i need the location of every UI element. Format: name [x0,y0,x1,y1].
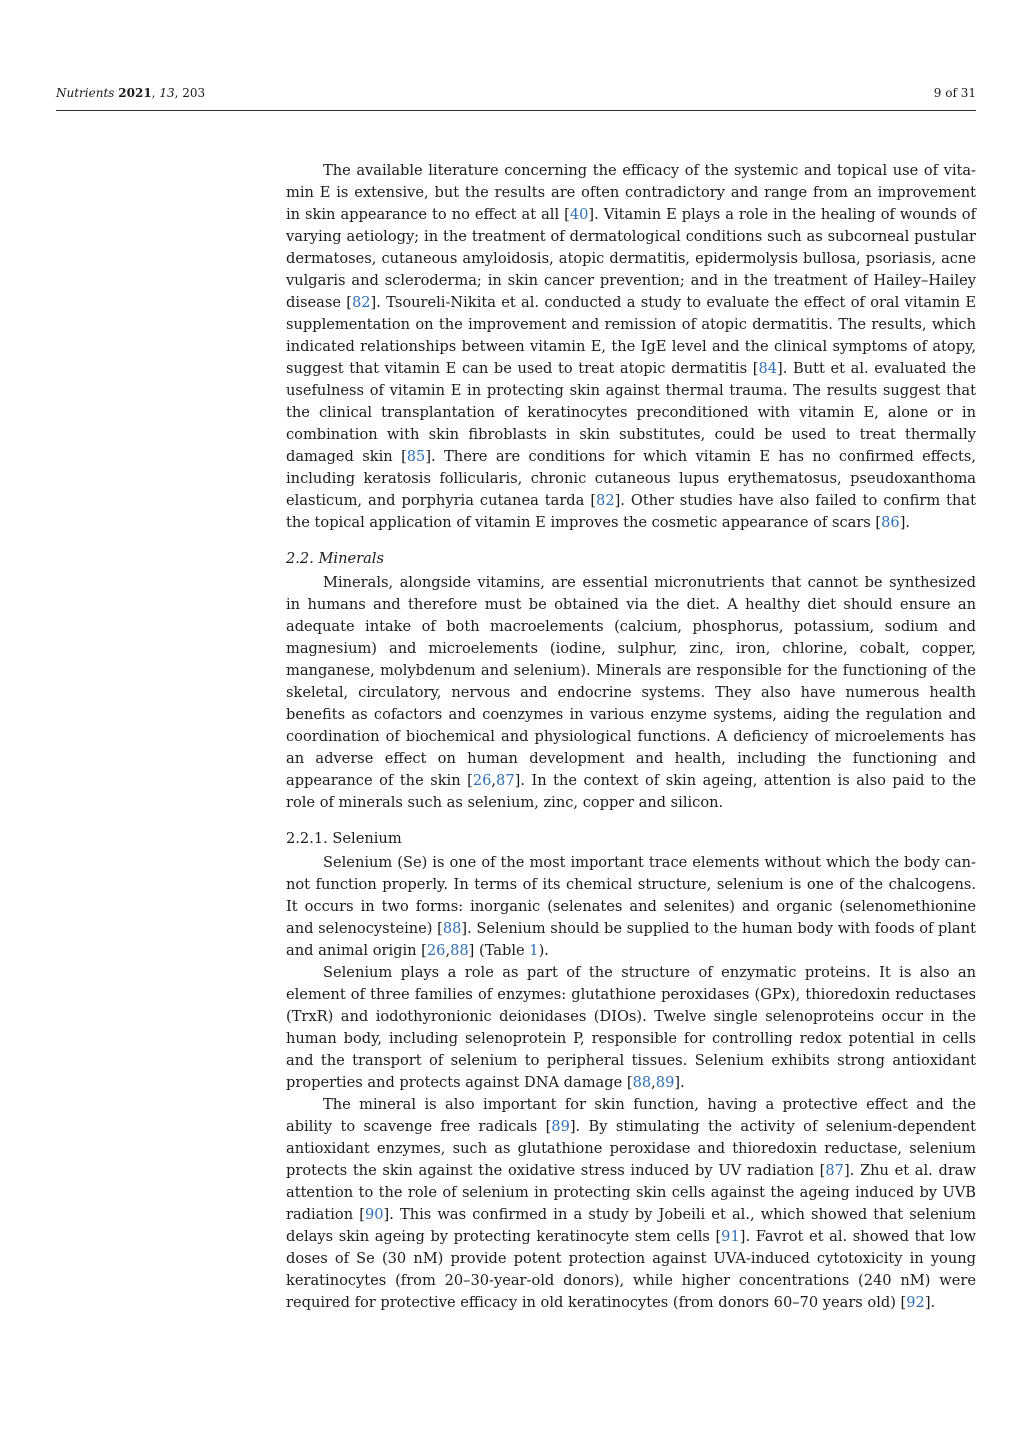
page-header [56,86,976,111]
paragraph-selenium-intro: Selenium (Se) is one of the most important trace elements without which the body can-not function properly. In terms of its chemical structure, selenium is one of the chalcogens. It occurs in two forms: inorganic (selenates and selenites) and organic (selenomethionine and selenocysteine) [88]. Selenium should be supplied to the human body with foods of plant and animal origin [26,88] (Table 1). [286,854,977,959]
citation-link[interactable]: 88 [450,942,469,959]
section-heading-selenium: 2.2.1. Selenium [286,830,402,847]
journal-name: Nutrients [56,86,115,100]
citation-link[interactable]: 88 [442,920,462,937]
citation-link[interactable]: 82 [596,492,615,509]
citation-link[interactable]: 26 [472,772,492,789]
citation-link[interactable]: 91 [721,1228,740,1245]
paragraph-vitamin-e: The available literature concerning the efficacy of the systemic and topical use of vita-min E is extensive, but the results are often contradictory and range from an improvement in skin appearance to no effect at all [40]. Vitamin E plays a role in the healing of wounds of varying aetiology; in the treatment of dermatological conditions such as subcorneal pustular dermatoses, cutaneous amyloidosis, atopic dermatitis, epidermolysis bullosa, psoriasis, acne vulgaris and scleroderma; in skin cancer prevention; and in the treatment of Hailey–Hailey disease [82]. Tsoureli-Nikita et al. conducted a study to evaluate the effect of oral vitamin E supplementation on the improvement and remission of atopic dermatitis. The results, which indicated relationships between vitamin E, the IgE level and the clinical symptoms of atopy, suggest that vitamin E can be used to treat atopic dermatitis [84]. Butt et al. evaluated the usefulness of vitamin E in protecting skin against thermal trauma. The results suggest that the clinical transplantation of keratinocytes preconditioned with vitamin E, alone or in combination with skin fibroblasts in skin substitutes, could be used to treat thermally damaged skin [85]. There are conditions for which vitamin E has no confirmed effects, including keratosis follicularis, chronic cutaneous lupus erythematosus, pseudoxanthoma elasticum, and porphyria cutanea tarda [82]. Other studies have also failed to confirm that the topical application of vitamin E improves the cosmetic appearance of scars [86]. [286,162,976,531]
paragraph-selenium-enzymes: Selenium plays a role as part of the structure of enzymatic proteins. It is also an element of three families of enzymes: glutathione peroxidases (GPx), thioredoxin reductases (TrxR) and iodothyronionic deionidases (DIOs). Twelve single selenoproteins occur in the human body, including selenoprotein P, responsible for controlling redox potential in cells and the transport of selenium to peripheral tissues. Selenium exhibits strong antioxidant properties and protects against DNA damage [88,89]. [286,964,976,1091]
citation-link[interactable]: 89 [655,1074,675,1091]
citation-link[interactable]: 86 [881,514,900,531]
journal-year: 2021 [118,86,152,100]
article-number: 203 [182,86,206,100]
paragraph-selenium-skin: The mineral is also important for skin function, having a protective effect and the ability to scavenge free radicals [89]. By stimulating the activity of selenium-dependent antioxidant enzymes, such as glutathione peroxidase and thioredoxin reductase, selenium protects the skin against the oxidative stress induced by UV radiation [87]. Zhu et al. draw attention to the role of selenium in protecting skin cells against the ageing induced by UVB radiation [90]. This was confirmed in a study by Jobeili et al., which showed that selenium delays skin ageing by protecting keratinocyte stem cells [91]. Favrot et al. showed that low doses of Se (30 nM) provide potent protection against UVA-induced cytotoxicity in young keratinocytes (from 20–30-year-old donors), while higher concentrations (240 nM) were required for protective efficacy in old keratinocytes (from donors 60–70 years old) [92]. [286,1096,977,1311]
citation-link[interactable]: 87 [825,1162,844,1179]
page-number: 9 of 31 [933,86,976,100]
citation-link[interactable]: 88 [632,1074,652,1091]
citation-link[interactable]: 26 [426,942,446,959]
table-link[interactable]: 1 [529,942,539,959]
citation-link[interactable]: 89 [551,1118,570,1135]
citation-link[interactable]: 84 [758,360,778,377]
citation-link[interactable]: 87 [496,772,515,789]
citation-link[interactable]: 92 [906,1294,925,1311]
journal-volume: 13 [159,86,175,100]
paragraph-minerals: Minerals, alongside vitamins, are essential micronutrients that cannot be synthesized in humans and therefore must be obtained via the diet. A healthy diet should ensure an adequate intake of both macroelements (calcium, phosphorus, potassium, sodium and magnesium) and microelements (iodine, sulphur, zinc, iron, chlorine, cobalt, copper, manganese, molybdenum and selenium). Minerals are responsible for the functioning of the skeletal, circulatory, nervous and endocrine systems. They also have numerous health benefits as cofactors and coenzymes in various enzyme systems, aiding the regulation and coordination of biochemical and physiological functions. A deficiency of microelements has an adverse effect on human development and health, including the functioning and appearance of the skin [26,87]. In the context of skin ageing, attention is also paid to the role of minerals such as selenium, zinc, copper and silicon. [286,574,976,811]
article-body [286,160,976,1314]
citation: Nutrients 2021, 13, 203 [56,86,206,100]
citation-link[interactable]: 90 [364,1206,384,1223]
citation-link[interactable]: 85 [406,448,426,465]
citation-link[interactable]: 40 [569,206,589,223]
citation-link[interactable]: 82 [351,294,371,311]
section-heading-minerals: 2.2. Minerals [286,550,384,567]
